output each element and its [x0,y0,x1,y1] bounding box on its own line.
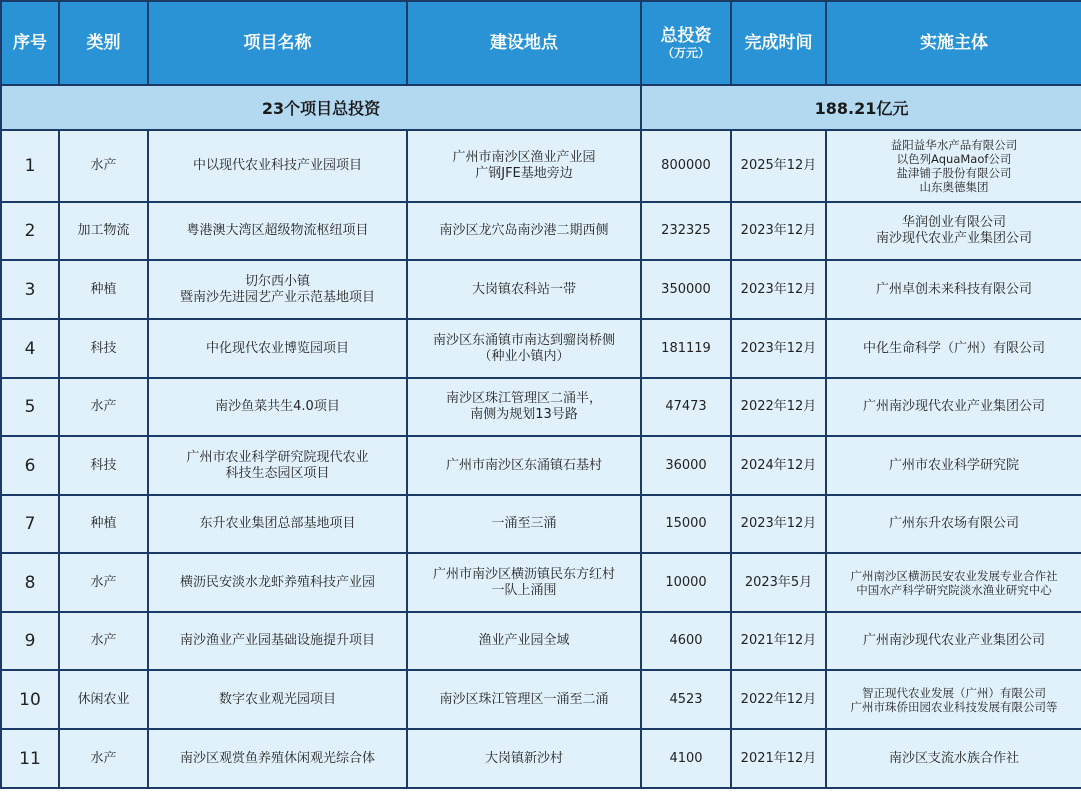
cell-no: 4 [1,319,59,378]
cell-category: 种植 [59,495,148,553]
cell-entity-line: 山东奥德集团 [919,180,989,194]
cell-entity [826,495,1081,553]
cell-name-line: 东升农业集团总部基地项目 [199,516,356,531]
cell-investment: 350000 [641,260,731,319]
cell-entity [826,130,1081,202]
cell-completion: 2024年12月 [731,436,826,495]
cell-completion: 2023年5月 [731,553,826,612]
cell-location [407,378,641,436]
cell-location [407,202,641,260]
cell-no: 3 [1,260,59,319]
cell-no: 8 [1,553,59,612]
cell-category: 科技 [59,436,148,495]
cell-no: 1 [1,130,59,202]
header-entity: 实施主体 [826,1,1081,85]
cell-location [407,670,641,729]
cell-name [148,612,407,670]
cell-entity-line: 中国水产科学研究院淡水渔业研究中心 [856,582,1052,597]
cell-investment: 181119 [641,319,731,378]
cell-location-line: 大岗镇农科站一带 [471,281,576,297]
cell-completion: 2022年12月 [731,670,826,729]
cell-name-line: 南沙渔业产业园基础设施提升项目 [179,633,375,648]
table-body [1,130,1081,788]
cell-location-line: 一队上涌围 [491,582,557,598]
table-row [1,436,1081,495]
summary-label: 23个项目总投资 [1,85,641,130]
cell-name-line: 南沙区观赏鱼养殖休闲观光综合体 [179,750,375,766]
cell-location [407,729,641,788]
cell-entity [826,378,1081,436]
cell-no: 10 [1,670,59,729]
cell-entity [826,670,1081,729]
cell-entity [826,260,1081,319]
cell-entity [826,553,1081,612]
cell-location-line: 一涌至三涌 [491,516,557,531]
cell-investment: 4523 [641,670,731,729]
header-completion: 完成时间 [731,1,826,85]
cell-completion: 2025年12月 [731,130,826,202]
cell-category: 休闲农业 [59,670,148,729]
header-investment [641,1,731,85]
table-row [1,612,1081,670]
header-name: 项目名称 [148,1,407,85]
cell-name [148,202,407,260]
cell-category: 水产 [59,378,148,436]
table-row [1,130,1081,202]
cell-category: 加工物流 [59,202,148,260]
cell-location-line: （种业小镇内） [478,348,570,364]
cell-entity-line: 广州南沙现代农业产业集团公司 [862,399,1045,414]
cell-category: 科技 [59,319,148,378]
cell-completion: 2023年12月 [731,202,826,260]
cell-investment: 4600 [641,612,731,670]
cell-completion: 2023年12月 [731,495,826,553]
cell-no: 9 [1,612,59,670]
table-row [1,553,1081,612]
header-investment-label: 总投资 [660,26,712,46]
cell-entity-line: 广州市珠侨田园农业科技发展有限公司等 [850,699,1058,714]
cell-no: 6 [1,436,59,495]
cell-name-line: 数字农业观光园项目 [218,691,336,707]
cell-name-line: 横沥民安淡水龙虾养殖科技产业园 [179,574,375,590]
cell-location-line: 南沙区龙穴岛南沙港二期西侧 [439,223,609,238]
header-location: 建设地点 [407,1,641,85]
cell-name-line: 中化现代农业博览园项目 [205,340,349,356]
cell-location-line: 南沙区珠江管理区二涌半， [445,391,602,406]
cell-entity [826,436,1081,495]
summary-value: 188.21亿元 [641,85,1081,130]
table-row [1,378,1081,436]
cell-completion: 2021年12月 [731,612,826,670]
table-row [1,495,1081,553]
cell-entity [826,202,1081,260]
header-no: 序号 [1,1,59,85]
cell-name [148,319,407,378]
summary-row [1,85,1081,130]
cell-name-line: 广州市农业科学研究院现代农业 [186,449,369,465]
cell-location [407,260,641,319]
cell-name-line: 切尔西小镇 [244,273,310,289]
cell-entity [826,729,1081,788]
cell-name [148,436,407,495]
cell-completion: 2021年12月 [731,729,826,788]
cell-entity-line: 南沙现代农业产业集团公司 [875,231,1032,246]
cell-name [148,130,407,202]
cell-location [407,612,641,670]
cell-location [407,553,641,612]
cell-entity-line: 以色列AquaMaof公司 [896,152,1012,166]
cell-location-line: 南沙区珠江管理区一涌至二涌 [439,691,609,707]
cell-entity-line: 智正现代农业发展（广州）有限公司 [862,685,1046,700]
cell-no: 5 [1,378,59,436]
cell-name [148,378,407,436]
cell-name [148,553,407,612]
cell-completion: 2022年12月 [731,378,826,436]
cell-category: 水产 [59,612,148,670]
cell-entity-line: 广州南沙现代农业产业集团公司 [862,633,1045,648]
cell-entity-line: 广州市农业科学研究院 [888,457,1019,473]
table-row [1,319,1081,378]
cell-no: 7 [1,495,59,553]
cell-no: 11 [1,729,59,788]
cell-location-line: 广钢JFE基地旁边 [475,166,573,181]
cell-name [148,495,407,553]
cell-investment: 47473 [641,378,731,436]
cell-location-line: 渔业产业园全域 [478,633,570,648]
cell-name-line: 中以现代农业科技产业园项目 [192,158,362,173]
cell-location-line: 广州市南沙区横沥镇民东方红村 [432,566,615,582]
cell-location-line: 大岗镇新沙村 [484,750,563,766]
cell-name-line: 暨南沙先进园艺产业示范基地项目 [179,289,375,305]
cell-category: 种植 [59,260,148,319]
cell-entity [826,612,1081,670]
cell-entity-line: 广州卓创未来科技有限公司 [875,281,1032,297]
cell-location [407,319,641,378]
table-header [1,1,1081,130]
cell-entity [826,319,1081,378]
cell-location-line: 广州市南沙区东涌镇石基村 [445,457,602,473]
cell-location-line: 广州市南沙区渔业产业园 [452,150,596,165]
cell-name [148,729,407,788]
cell-location-line: 南沙区东涌镇市南达到骝岗桥侧 [432,332,615,348]
cell-category: 水产 [59,130,148,202]
cell-investment: 36000 [641,436,731,495]
table-row [1,260,1081,319]
cell-completion: 2023年12月 [731,260,826,319]
table-row [1,202,1081,260]
cell-name-line: 粤港澳大湾区超级物流枢纽项目 [186,223,369,238]
cell-entity-line: 中化生命科学（广州）有限公司 [862,340,1045,356]
cell-no: 2 [1,202,59,260]
cell-location [407,130,641,202]
cell-category: 水产 [59,553,148,612]
table-row [1,670,1081,729]
cell-name [148,670,407,729]
cell-name-line: 南沙鱼菜共生4.0项目 [215,399,340,414]
cell-category: 水产 [59,729,148,788]
cell-entity-line: 盐津铺子股份有限公司 [896,166,1012,180]
cell-name [148,260,407,319]
cell-name-line: 科技生态园区项目 [225,465,330,481]
cell-investment: 232325 [641,202,731,260]
cell-location [407,436,641,495]
cell-investment: 4100 [641,729,731,788]
table-row [1,729,1081,788]
header-category: 类别 [59,1,148,85]
cell-location [407,495,641,553]
cell-entity-line: 益阳益华水产品有限公司 [890,138,1018,152]
cell-entity-line: 华润创业有限公司 [901,215,1006,230]
cell-investment: 15000 [641,495,731,553]
cell-investment: 10000 [641,553,731,612]
cell-entity-line: 广州东升农场有限公司 [888,516,1019,531]
header-investment-unit: （万元） [661,46,710,60]
cell-completion: 2023年12月 [731,319,826,378]
cell-investment: 800000 [641,130,731,202]
cell-entity-line: 广州南沙区横沥民安农业发展专业合作社 [850,568,1058,583]
cell-entity-line: 南沙区支流水族合作社 [888,750,1019,766]
cell-location-line: 南侧为规划13号路 [470,407,578,422]
